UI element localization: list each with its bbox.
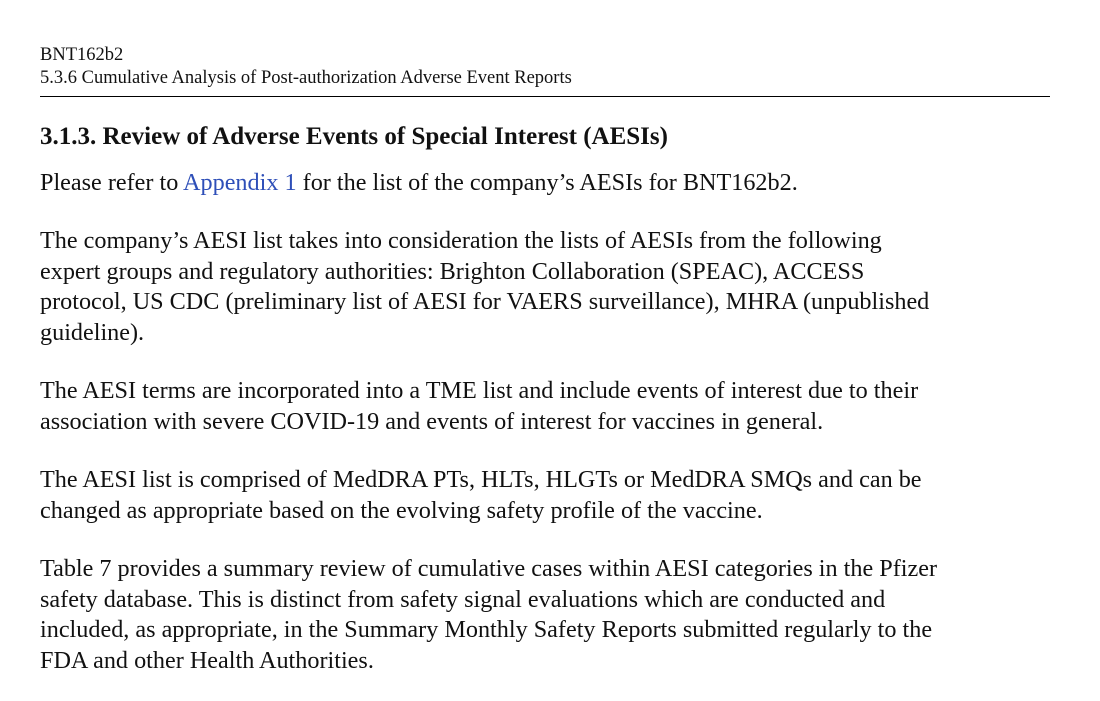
paragraph5-line: safety database. This is distinct from safety signal evaluations which are conducted and: [40, 585, 886, 613]
paragraph4-line: changed as appropriate based on the evolving safety profile of the vaccine.: [40, 496, 763, 524]
paragraph-table-7-summary: [40, 554, 1050, 676]
header-rule: [40, 96, 1050, 97]
paragraph1-text-before: Please refer to: [40, 169, 184, 196]
paragraph-tme-list: [40, 376, 1050, 437]
paragraph2-line: The company’s AESI list takes into consideration the lists of AESIs from the following: [40, 227, 882, 254]
paragraph-appendix-reference: [40, 168, 1050, 199]
page-header: [40, 44, 1050, 90]
appendix-1-link[interactable]: Appendix 1: [183, 169, 297, 196]
paragraph4-line: The AESI list is comprised of MedDRA PTs, HLTs, HLGTs or MedDRA SMQs and can be: [40, 466, 922, 493]
paragraph5-line: FDA and other Health Authorities.: [40, 646, 374, 674]
paragraph2-line: guideline).: [40, 318, 145, 346]
header-section: 5.3.6 Cumulative Analysis of Post-authorization Adverse Event Reports: [40, 68, 572, 88]
paragraph3-line: association with severe COVID-19 and events of interest for vaccines in general.: [40, 407, 824, 435]
paragraph2-line: protocol, US CDC (preliminary list of AESI for VAERS surveillance), MHRA (unpublished: [40, 288, 930, 315]
paragraph5-line: included, as appropriate, in the Summary Monthly Safety Reports submitted regularly to the: [40, 616, 933, 643]
paragraph3-line: The AESI terms are incorporated into a TME list and include events of interest due to their: [40, 377, 919, 404]
paragraph2-line: expert groups and regulatory authorities: Brighton Collaboration (SPEAC), ACCESS: [40, 257, 865, 285]
paragraph-meddra-terms: [40, 465, 1050, 526]
header-product: BNT162b2: [40, 45, 124, 65]
section-heading: 3.1.3. Review of Adverse Events of Special Interest (AESIs): [40, 123, 668, 150]
paragraph1-text-after: for the list of the company’s AESIs for BNT162b2.: [296, 169, 798, 196]
paragraph5-line: Table 7 provides a summary review of cumulative cases within AESI categories in the Pfizer: [40, 555, 938, 582]
paragraph-aesi-sources: [40, 226, 1050, 348]
